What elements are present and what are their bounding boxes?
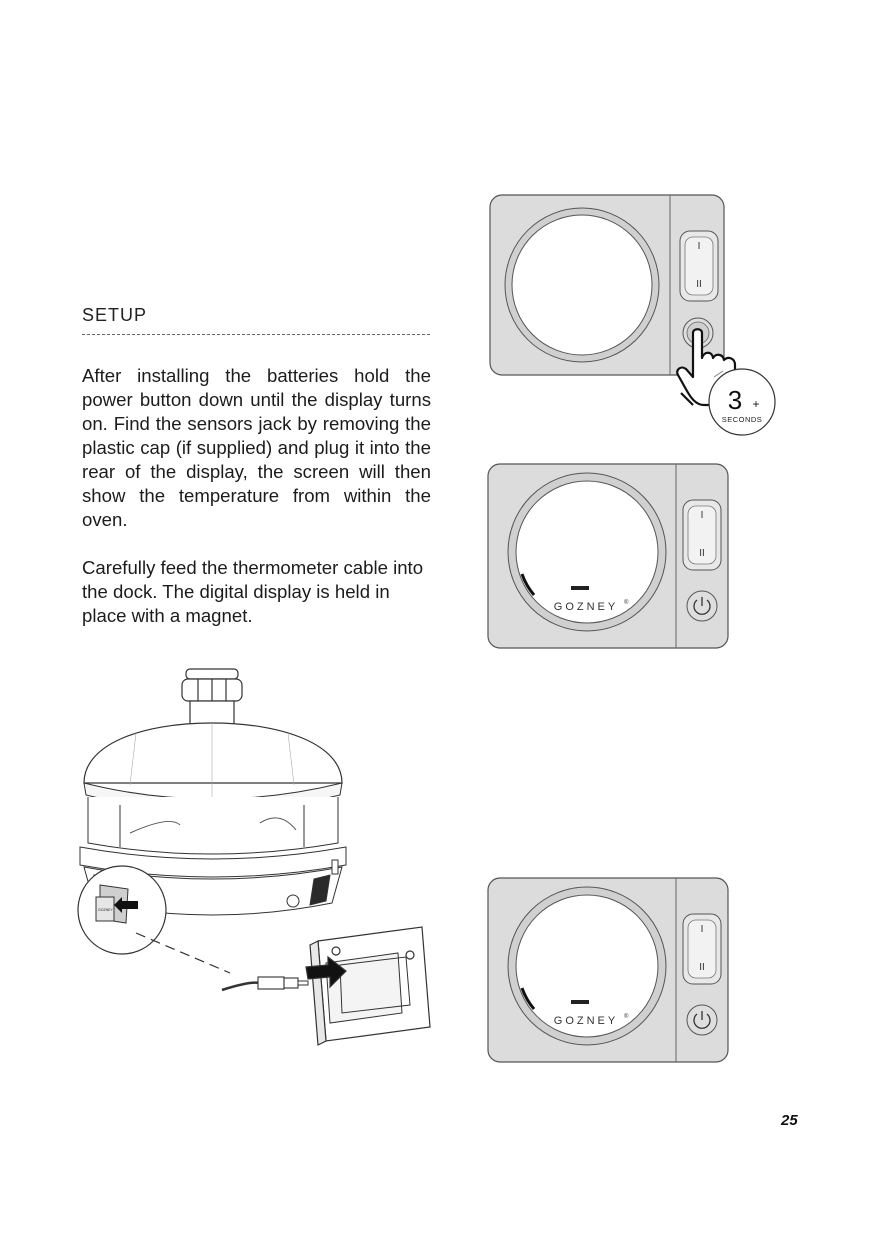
device-illustration-on <box>486 462 730 650</box>
timer-unit: SECONDS <box>721 415 763 424</box>
oven-illustration <box>70 665 440 1050</box>
button-down-label: II <box>699 962 705 973</box>
battery-indicator-icon <box>571 586 589 590</box>
button-down-label: II <box>696 279 702 290</box>
sensor-cable <box>136 933 308 990</box>
section-title: SETUP <box>82 305 430 335</box>
power-button[interactable] <box>687 591 717 621</box>
brand-logo: GOZNEY <box>553 601 619 613</box>
device-illustration-off <box>488 193 788 438</box>
display-rear <box>306 927 430 1045</box>
brand-logo: GOZNEY <box>553 1015 619 1027</box>
power-button[interactable] <box>687 1005 717 1035</box>
button-up-label: I <box>700 510 704 521</box>
button-up-label: I <box>700 924 704 935</box>
temperature-buttons[interactable] <box>683 914 721 984</box>
brand-mark: ® <box>624 1014 629 1020</box>
oven-chimney <box>182 669 242 731</box>
brand-mark: ® <box>624 600 629 606</box>
temperature-buttons[interactable] <box>680 231 718 301</box>
device-illustration-final <box>486 876 730 1064</box>
oven-body <box>88 797 338 854</box>
timer-plus: + <box>752 397 760 411</box>
timer-number: 3 <box>727 385 743 415</box>
page-number: 25 <box>781 1112 798 1129</box>
timer-badge <box>709 369 775 435</box>
temperature-buttons[interactable] <box>683 500 721 570</box>
button-up-label: I <box>697 241 701 252</box>
instruction-paragraph-2: Carefully feed the thermometer cable into the dock. The digital display is held in place with a magnet. <box>82 557 424 626</box>
battery-indicator-icon <box>571 1000 589 1004</box>
tiny-brand-label: GOZNEY <box>98 908 113 912</box>
button-down-label: II <box>699 548 705 559</box>
instruction-paragraph-1: After installing the batteries hold the power button down until the display turns on. Find the sensors jack by removing the plastic cap (if supplied) and plug it into the rear of the display, the screen will then show the temperature from within the oven. <box>82 365 431 530</box>
